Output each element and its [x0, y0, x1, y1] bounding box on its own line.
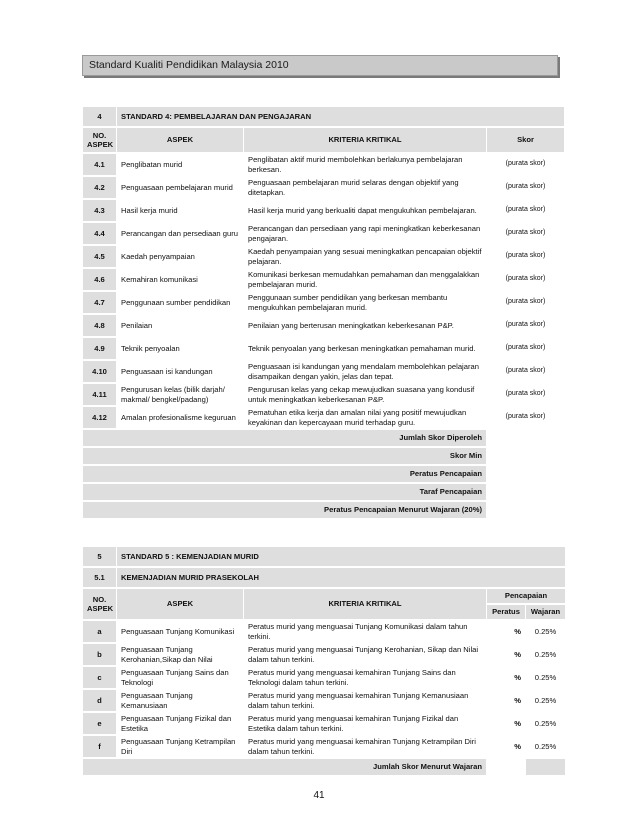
section-title: STANDARD 4: PEMBELAJARAN DAN PENGAJARAN: [117, 107, 564, 126]
summary-row: [83, 484, 564, 500]
row-skor: (purata skor): [487, 200, 564, 221]
row-wajaran: 0.25%: [526, 736, 565, 757]
row-kriteria: Penguasaan isi kandungan yang mendalam membolehkan pelajaran disampaikan dengan yakin, jelas dan tepat.: [244, 361, 486, 382]
row-skor: (purata skor): [487, 154, 564, 175]
summary-row: [83, 466, 564, 482]
table-row: [83, 200, 564, 221]
summary-row: [83, 430, 564, 446]
table-row: [83, 736, 565, 757]
row-number: 4.7: [83, 292, 116, 313]
row-number: a: [83, 621, 116, 642]
row-number: 4.1: [83, 154, 116, 175]
summary-label: Jumlah Skor Menurut Wajaran: [83, 759, 486, 775]
row-aspek: Penguasaan pembelajaran murid: [117, 177, 243, 198]
section-title: STANDARD 5 : KEMENJADIAN MURID: [117, 547, 565, 566]
subsection-title: KEMENJADIAN MURID PRASEKOLAH: [117, 568, 565, 587]
row-number: f: [83, 736, 116, 757]
table-row: [83, 177, 564, 198]
table-row: [83, 667, 565, 688]
summary-row: [83, 448, 564, 464]
summary-label: Jumlah Skor Diperoleh: [83, 430, 486, 446]
row-kriteria: Perancangan dan persediaan yang rapi meningkatkan keberkesanan pengajaran.: [244, 223, 486, 244]
row-aspek: Penguasaan Tunjang Ketrampilan Diri: [117, 736, 243, 757]
row-number: 4.5: [83, 246, 116, 267]
row-number: 4.10: [83, 361, 116, 382]
table-row: [83, 621, 565, 642]
row-peratus: %: [487, 690, 525, 711]
summary-label: Taraf Pencapaian: [83, 484, 486, 500]
table-row: [83, 315, 564, 336]
summary-filler: [526, 759, 565, 775]
row-kriteria: Penggunaan sumber pendidikan yang berkesan membantu mengukuhkan pembelajaran murid.: [244, 292, 486, 313]
row-aspek: Penglibatan murid: [117, 154, 243, 175]
row-kriteria: Pengurusan kelas yang cekap mewujudkan suasana yang kondusif untuk meningkatkan keberkesanan P&P.: [244, 384, 486, 405]
row-skor: (purata skor): [487, 315, 564, 336]
row-number: 4.6: [83, 269, 116, 290]
summary-value: [487, 448, 564, 464]
col-header-kriteria: KRITERIA KRITIKAL: [244, 589, 486, 619]
table-row: [83, 246, 564, 267]
table-row: [83, 269, 564, 290]
row-wajaran: 0.25%: [526, 644, 565, 665]
standard-4-table: [82, 105, 565, 520]
row-kriteria: Peratus murid yang menguasai Tunjang Kerohanian, Sikap dan Nilai dalam tahun terkini.: [244, 644, 486, 665]
subsection-number: 5.1: [83, 568, 116, 587]
col-header-skor: Skor: [487, 128, 564, 152]
row-aspek: Hasil kerja murid: [117, 200, 243, 221]
row-aspek: Penguasaan isi kandungan: [117, 361, 243, 382]
row-aspek: Kemahiran komunikasi: [117, 269, 243, 290]
summary-row: [83, 759, 565, 775]
summary-value: [487, 484, 564, 500]
summary-label: Skor Min: [83, 448, 486, 464]
table-row: [83, 644, 565, 665]
summary-value: [487, 466, 564, 482]
row-aspek: Penguasaan Tunjang Kemanusiaan: [117, 690, 243, 711]
row-aspek: Penguasaan Tunjang Kerohanian,Sikap dan Nilai: [117, 644, 243, 665]
row-kriteria: Peratus murid yang menguasai kemahiran Tunjang Sains dan Teknologi dalam tahun terkini.: [244, 667, 486, 688]
section-number: 5: [83, 547, 116, 566]
row-skor: (purata skor): [487, 361, 564, 382]
standard-5-table: [82, 545, 566, 777]
table-row: [83, 407, 564, 428]
summary-value: [487, 430, 564, 446]
row-number: 4.12: [83, 407, 116, 428]
table-row: [83, 384, 564, 405]
row-number: 4.2: [83, 177, 116, 198]
row-skor: (purata skor): [487, 246, 564, 267]
col-header-kriteria: KRITERIA KRITIKAL: [244, 128, 486, 152]
document-header-title: Standard Kualiti Pendidikan Malaysia 2010: [89, 59, 289, 71]
row-peratus: %: [487, 736, 525, 757]
row-number: c: [83, 667, 116, 688]
row-aspek: Penguasaan Tunjang Sains dan Teknologi: [117, 667, 243, 688]
row-aspek: Kaedah penyampaian: [117, 246, 243, 267]
summary-label: Peratus Pencapaian Menurut Wajaran (20%): [83, 502, 486, 518]
table-row: [83, 154, 564, 175]
row-kriteria: Kaedah penyampaian yang sesuai meningkatkan pencapaian objektif pelajaran.: [244, 246, 486, 267]
col-header-pencapaian: Pencapaian: [487, 589, 565, 603]
row-wajaran: 0.25%: [526, 713, 565, 734]
row-kriteria: Peratus murid yang menguasai Tunjang Komunikasi dalam tahun terkini.: [244, 621, 486, 642]
row-aspek: Penilaian: [117, 315, 243, 336]
col-header-wajaran: Wajaran: [526, 605, 565, 619]
table-row: [83, 338, 564, 359]
row-aspek: Penguasaan Tunjang Fizikal dan Estetika: [117, 713, 243, 734]
col-header-no: NO. ASPEK: [83, 128, 116, 152]
summary-value: [487, 502, 564, 518]
section-number: 4: [83, 107, 116, 126]
table-row: [83, 361, 564, 382]
summary-value: [487, 759, 525, 775]
row-aspek: Perancangan dan persediaan guru: [117, 223, 243, 244]
col-header-no: NO. ASPEK: [83, 589, 116, 619]
summary-label: Peratus Pencapaian: [83, 466, 486, 482]
row-skor: (purata skor): [487, 292, 564, 313]
row-aspek: Teknik penyoalan: [117, 338, 243, 359]
row-aspek: Penggunaan sumber pendidikan: [117, 292, 243, 313]
row-skor: (purata skor): [487, 384, 564, 405]
document-header-bar: [82, 55, 558, 76]
row-number: d: [83, 690, 116, 711]
table-row: [83, 690, 565, 711]
page-number: 41: [313, 790, 325, 801]
row-peratus: %: [487, 644, 525, 665]
row-kriteria: Peratus murid yang menguasai kemahiran Tunjang Kemanusiaan dalam tahun terkini.: [244, 690, 486, 711]
summary-row: [83, 502, 564, 518]
row-kriteria: Penglibatan aktif murid membolehkan berlakunya pembelajaran berkesan.: [244, 154, 486, 175]
row-peratus: %: [487, 621, 525, 642]
row-skor: (purata skor): [487, 269, 564, 290]
table-row: [83, 292, 564, 313]
row-number: b: [83, 644, 116, 665]
row-kriteria: Peratus murid yang menguasai kemahiran Tunjang Ketrampilan Diri dalam tahun terkini.: [244, 736, 486, 757]
row-kriteria: Penilaian yang berterusan meningkatkan keberkesanan P&P.: [244, 315, 486, 336]
row-number: 4.9: [83, 338, 116, 359]
row-kriteria: Peratus murid yang menguasai kemahiran Tunjang Fizikal dan Estetika dalam tahun terkini.: [244, 713, 486, 734]
col-header-aspek: ASPEK: [117, 589, 243, 619]
row-aspek: Pengurusan kelas (bilik darjah/ makmal/ bengkel/padang): [117, 384, 243, 405]
table-row: [83, 713, 565, 734]
row-wajaran: 0.25%: [526, 667, 565, 688]
row-aspek: Penguasaan Tunjang Komunikasi: [117, 621, 243, 642]
row-kriteria: Teknik penyoalan yang berkesan meningkatkan pemahaman murid.: [244, 338, 486, 359]
row-number: 4.4: [83, 223, 116, 244]
row-skor: (purata skor): [487, 338, 564, 359]
row-kriteria: Pematuhan etika kerja dan amalan nilai yang positif mewujudkan keyakinan dan kepercayaan murid terhadap guru.: [244, 407, 486, 428]
row-number: e: [83, 713, 116, 734]
row-skor: (purata skor): [487, 177, 564, 198]
row-number: 4.3: [83, 200, 116, 221]
row-number: 4.11: [83, 384, 116, 405]
row-peratus: %: [487, 713, 525, 734]
row-skor: (purata skor): [487, 223, 564, 244]
col-header-aspek: ASPEK: [117, 128, 243, 152]
row-peratus: %: [487, 667, 525, 688]
row-wajaran: 0.25%: [526, 621, 565, 642]
col-header-peratus: Peratus: [487, 605, 525, 619]
row-number: 4.8: [83, 315, 116, 336]
row-aspek: Amalan profesionalisme keguruan: [117, 407, 243, 428]
row-kriteria: Penguasaan pembelajaran murid selaras dengan objektif yang ditetapkan.: [244, 177, 486, 198]
table-row: [83, 223, 564, 244]
row-kriteria: Komunikasi berkesan memudahkan pemahaman dan menggalakkan pembelajaran murid.: [244, 269, 486, 290]
row-skor: (purata skor): [487, 407, 564, 428]
row-kriteria: Hasil kerja murid yang berkualiti dapat mengukuhkan pembelajaran.: [244, 200, 486, 221]
row-wajaran: 0.25%: [526, 690, 565, 711]
